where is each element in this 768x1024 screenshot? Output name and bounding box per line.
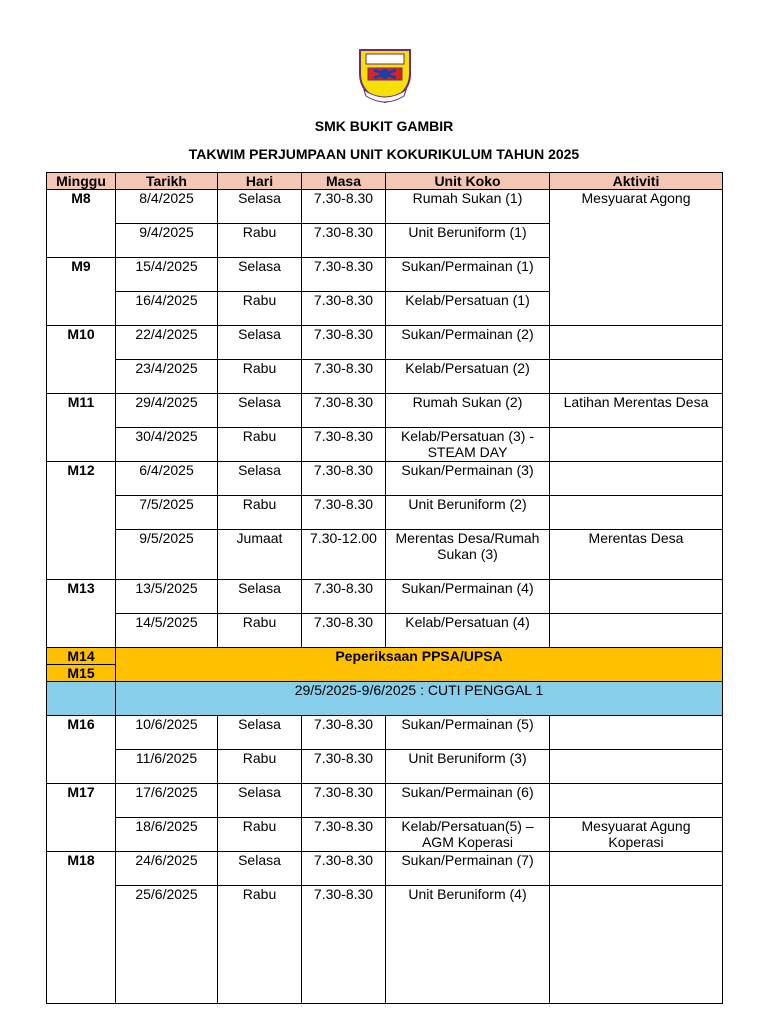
unit-cell: Unit Beruniform (4) — [386, 886, 550, 1004]
unit-cell: Kelab/Persatuan (2) — [386, 360, 550, 394]
date-cell: 6/4/2025 — [116, 462, 218, 496]
week-cell: M13 — [47, 580, 116, 648]
week-cell: M16 — [47, 716, 116, 784]
table-row — [47, 190, 723, 224]
table-row — [47, 818, 723, 852]
table-header-row — [47, 173, 723, 190]
week-cell — [47, 682, 116, 716]
time-cell: 7.30-8.30 — [302, 784, 386, 818]
activity-cell: Mesyuarat Agong — [550, 190, 723, 326]
table-row — [47, 428, 723, 462]
time-cell: 7.30-8.30 — [302, 190, 386, 224]
time-cell: 7.30-8.30 — [302, 292, 386, 326]
date-cell: 29/4/2025 — [116, 394, 218, 428]
activity-cell — [550, 326, 723, 360]
col-hari: Hari — [218, 173, 302, 190]
week-cell: M11 — [47, 394, 116, 462]
table-row — [47, 580, 723, 614]
unit-cell: Rumah Sukan (1) — [386, 190, 550, 224]
unit-cell: Kelab/Persatuan(5) – AGM Koperasi — [386, 818, 550, 852]
time-cell: 7.30-8.30 — [302, 326, 386, 360]
day-cell: Jumaat — [218, 530, 302, 580]
date-cell: 16/4/2025 — [116, 292, 218, 326]
time-cell: 7.30-8.30 — [302, 258, 386, 292]
col-aktiviti: Aktiviti — [550, 173, 723, 190]
unit-cell: Unit Beruniform (2) — [386, 496, 550, 530]
day-cell: Selasa — [218, 852, 302, 886]
unit-cell: Kelab/Persatuan (3) - STEAM DAY — [386, 428, 550, 462]
day-cell: Rabu — [218, 224, 302, 258]
unit-cell: Merentas Desa/Rumah Sukan (3) — [386, 530, 550, 580]
table-row — [47, 750, 723, 784]
day-cell: Rabu — [218, 496, 302, 530]
date-cell: 9/5/2025 — [116, 530, 218, 580]
activity-cell: Mesyuarat Agung Koperasi — [550, 818, 723, 852]
time-cell: 7.30-8.30 — [302, 462, 386, 496]
holiday-label: 29/5/2025-9/6/2025 : CUTI PENGGAL 1 — [116, 682, 723, 716]
week-cell: M10 — [47, 326, 116, 394]
week-cell: M14 — [47, 648, 116, 665]
exam-row — [47, 648, 723, 665]
time-cell: 7.30-8.30 — [302, 394, 386, 428]
unit-cell: Sukan/Permainan (7) — [386, 852, 550, 886]
col-tarikh: Tarikh — [116, 173, 218, 190]
table-row — [47, 360, 723, 394]
activity-cell — [550, 750, 723, 784]
table-row — [47, 716, 723, 750]
day-cell: Selasa — [218, 462, 302, 496]
week-cell: M8 — [47, 190, 116, 258]
unit-cell: Sukan/Permainan (2) — [386, 326, 550, 360]
table-row — [47, 462, 723, 496]
date-cell: 25/6/2025 — [116, 886, 218, 1004]
day-cell: Rabu — [218, 614, 302, 648]
table-row — [47, 614, 723, 648]
day-cell: Selasa — [218, 580, 302, 614]
day-cell: Rabu — [218, 292, 302, 326]
table-row — [47, 496, 723, 530]
date-cell: 17/6/2025 — [116, 784, 218, 818]
time-cell: 7.30-8.30 — [302, 818, 386, 852]
activity-cell — [550, 886, 723, 1004]
date-cell: 7/5/2025 — [116, 496, 218, 530]
unit-cell: Sukan/Permainan (6) — [386, 784, 550, 818]
unit-cell: Sukan/Permainan (4) — [386, 580, 550, 614]
date-cell: 10/6/2025 — [116, 716, 218, 750]
table-row — [47, 394, 723, 428]
activity-cell — [550, 496, 723, 530]
date-cell: 22/4/2025 — [116, 326, 218, 360]
unit-cell: Kelab/Persatuan (1) — [386, 292, 550, 326]
table-row — [47, 326, 723, 360]
time-cell: 7.30-8.30 — [302, 580, 386, 614]
col-masa: Masa — [302, 173, 386, 190]
unit-cell: Sukan/Permainan (1) — [386, 258, 550, 292]
day-cell: Selasa — [218, 784, 302, 818]
table-row — [47, 784, 723, 818]
activity-cell — [550, 428, 723, 462]
unit-cell: Unit Beruniform (1) — [386, 224, 550, 258]
col-unit-koko: Unit Koko — [386, 173, 550, 190]
time-cell: 7.30-8.30 — [302, 614, 386, 648]
time-cell: 7.30-8.30 — [302, 496, 386, 530]
date-cell: 11/6/2025 — [116, 750, 218, 784]
date-cell: 13/5/2025 — [116, 580, 218, 614]
date-cell: 24/6/2025 — [116, 852, 218, 886]
activity-cell — [550, 852, 723, 886]
col-minggu: Minggu — [47, 173, 116, 190]
holiday-row — [47, 682, 723, 716]
day-cell: Rabu — [218, 428, 302, 462]
day-cell: Rabu — [218, 360, 302, 394]
week-cell: M15 — [47, 665, 116, 682]
activity-cell — [550, 580, 723, 614]
unit-cell: Sukan/Permainan (5) — [386, 716, 550, 750]
date-cell: 30/4/2025 — [116, 428, 218, 462]
time-cell: 7.30-8.30 — [302, 360, 386, 394]
date-cell: 9/4/2025 — [116, 224, 218, 258]
week-cell: M18 — [47, 852, 116, 1004]
table-row — [47, 852, 723, 886]
time-cell: 7.30-8.30 — [302, 750, 386, 784]
table-row — [47, 530, 723, 580]
time-cell: 7.30-8.30 — [302, 852, 386, 886]
week-cell: M12 — [47, 462, 116, 580]
date-cell: 8/4/2025 — [116, 190, 218, 224]
week-cell: M9 — [47, 258, 116, 326]
week-cell: M17 — [47, 784, 116, 852]
unit-cell: Sukan/Permainan (3) — [386, 462, 550, 496]
day-cell: Rabu — [218, 818, 302, 852]
time-cell: 7.30-8.30 — [302, 224, 386, 258]
activity-cell — [550, 462, 723, 496]
day-cell: Selasa — [218, 326, 302, 360]
unit-cell: Kelab/Persatuan (4) — [386, 614, 550, 648]
activity-cell — [550, 716, 723, 750]
date-cell: 15/4/2025 — [116, 258, 218, 292]
activity-cell: Merentas Desa — [550, 530, 723, 580]
time-cell: 7.30-12.00 — [302, 530, 386, 580]
day-cell: Selasa — [218, 394, 302, 428]
day-cell: Selasa — [218, 716, 302, 750]
date-cell: 18/6/2025 — [116, 818, 218, 852]
school-name: SMK BUKIT GAMBIR — [314, 118, 454, 134]
activity-cell — [550, 614, 723, 648]
school-crest-logo — [356, 44, 414, 108]
day-cell: Selasa — [218, 258, 302, 292]
day-cell: Selasa — [218, 190, 302, 224]
day-cell: Rabu — [218, 886, 302, 1004]
schedule-table — [46, 172, 723, 1004]
activity-cell: Latihan Merentas Desa — [550, 394, 723, 428]
unit-cell: Rumah Sukan (2) — [386, 394, 550, 428]
date-cell: 14/5/2025 — [116, 614, 218, 648]
activity-cell — [550, 784, 723, 818]
exam-label: Peperiksaan PPSA/UPSA — [116, 648, 723, 682]
activity-cell — [550, 360, 723, 394]
time-cell: 7.30-8.30 — [302, 886, 386, 1004]
document-title: TAKWIM PERJUMPAAN UNIT KOKURIKULUM TAHUN 2025 — [188, 146, 580, 162]
unit-cell: Unit Beruniform (3) — [386, 750, 550, 784]
date-cell: 23/4/2025 — [116, 360, 218, 394]
table-row — [47, 886, 723, 1004]
time-cell: 7.30-8.30 — [302, 716, 386, 750]
day-cell: Rabu — [218, 750, 302, 784]
time-cell: 7.30-8.30 — [302, 428, 386, 462]
